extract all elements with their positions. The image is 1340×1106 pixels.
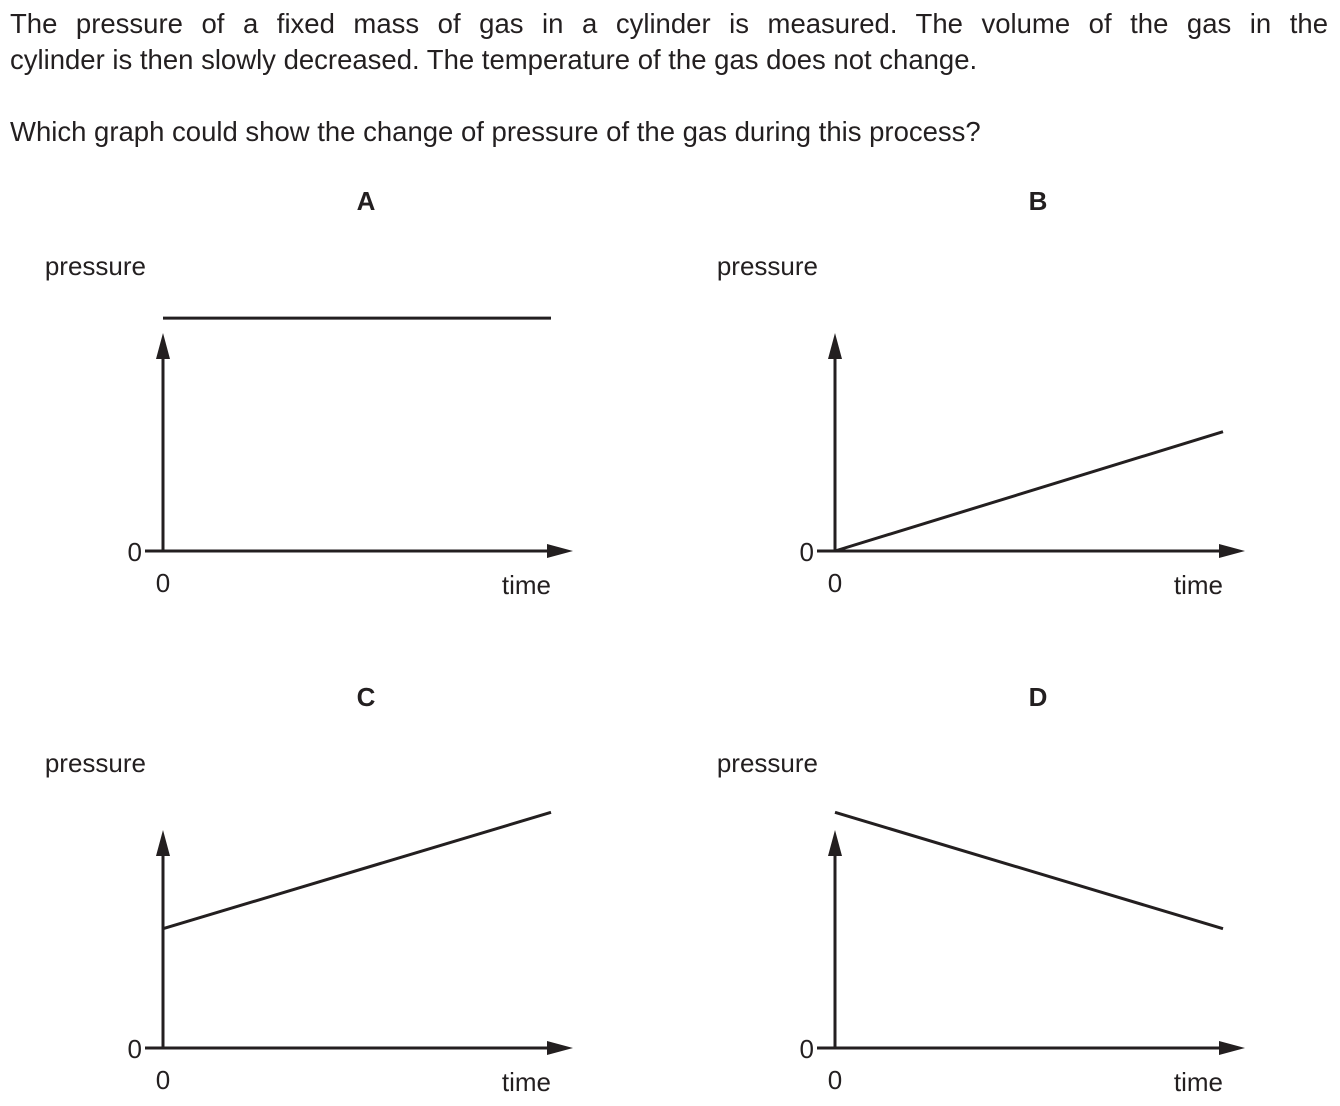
y-tick-label-c: 0 — [127, 1034, 142, 1064]
graph-b — [717, 186, 1245, 600]
graph-a — [45, 186, 573, 600]
y-axis-arrow-c — [156, 830, 170, 856]
graph-title-d: D — [1028, 682, 1048, 712]
series-line-b — [835, 432, 1223, 551]
question-line-3: Which graph could show the change of pressure of the gas during this process? — [10, 116, 981, 147]
x-axis-label-b: time — [1173, 570, 1223, 600]
graph-title-b: B — [1028, 186, 1048, 216]
x-axis-label-a: time — [501, 570, 551, 600]
x-tick-label-c: 0 — [155, 1065, 171, 1095]
y-axis-label-a: pressure — [44, 251, 146, 281]
x-axis-label-c: time — [501, 1067, 551, 1097]
y-tick-label-b: 0 — [799, 537, 814, 567]
series-line-c — [163, 812, 551, 928]
y-axis-arrow-b — [828, 333, 842, 359]
y-axis-label-b: pressure — [716, 251, 818, 281]
y-tick-label-a: 0 — [127, 537, 142, 567]
x-axis-arrow-d — [1219, 1041, 1245, 1055]
y-tick-label-d: 0 — [799, 1034, 814, 1064]
question-line-2: cylinder is then slowly decreased. The temperature of the gas does not change. — [10, 44, 978, 75]
y-axis-arrow-a — [156, 333, 170, 359]
graph-title-c: C — [356, 682, 376, 712]
graph-title-a: A — [356, 186, 376, 216]
x-tick-label-a: 0 — [155, 568, 171, 598]
y-axis-arrow-d — [828, 830, 842, 856]
x-axis-label-d: time — [1173, 1067, 1223, 1097]
graph-c — [45, 682, 573, 1097]
x-tick-label-b: 0 — [827, 568, 843, 598]
x-axis-arrow-b — [1219, 544, 1245, 558]
graph-d — [717, 682, 1245, 1097]
x-axis-arrow-c — [547, 1041, 573, 1055]
y-axis-label-c: pressure — [44, 748, 146, 778]
series-line-d — [835, 812, 1223, 928]
y-axis-label-d: pressure — [716, 748, 818, 778]
question-line-1: The pressure of a fixed mass of gas in a cylinder is measured. The volume of the gas in the — [10, 8, 1328, 39]
x-axis-arrow-a — [547, 544, 573, 558]
x-tick-label-d: 0 — [827, 1065, 843, 1095]
